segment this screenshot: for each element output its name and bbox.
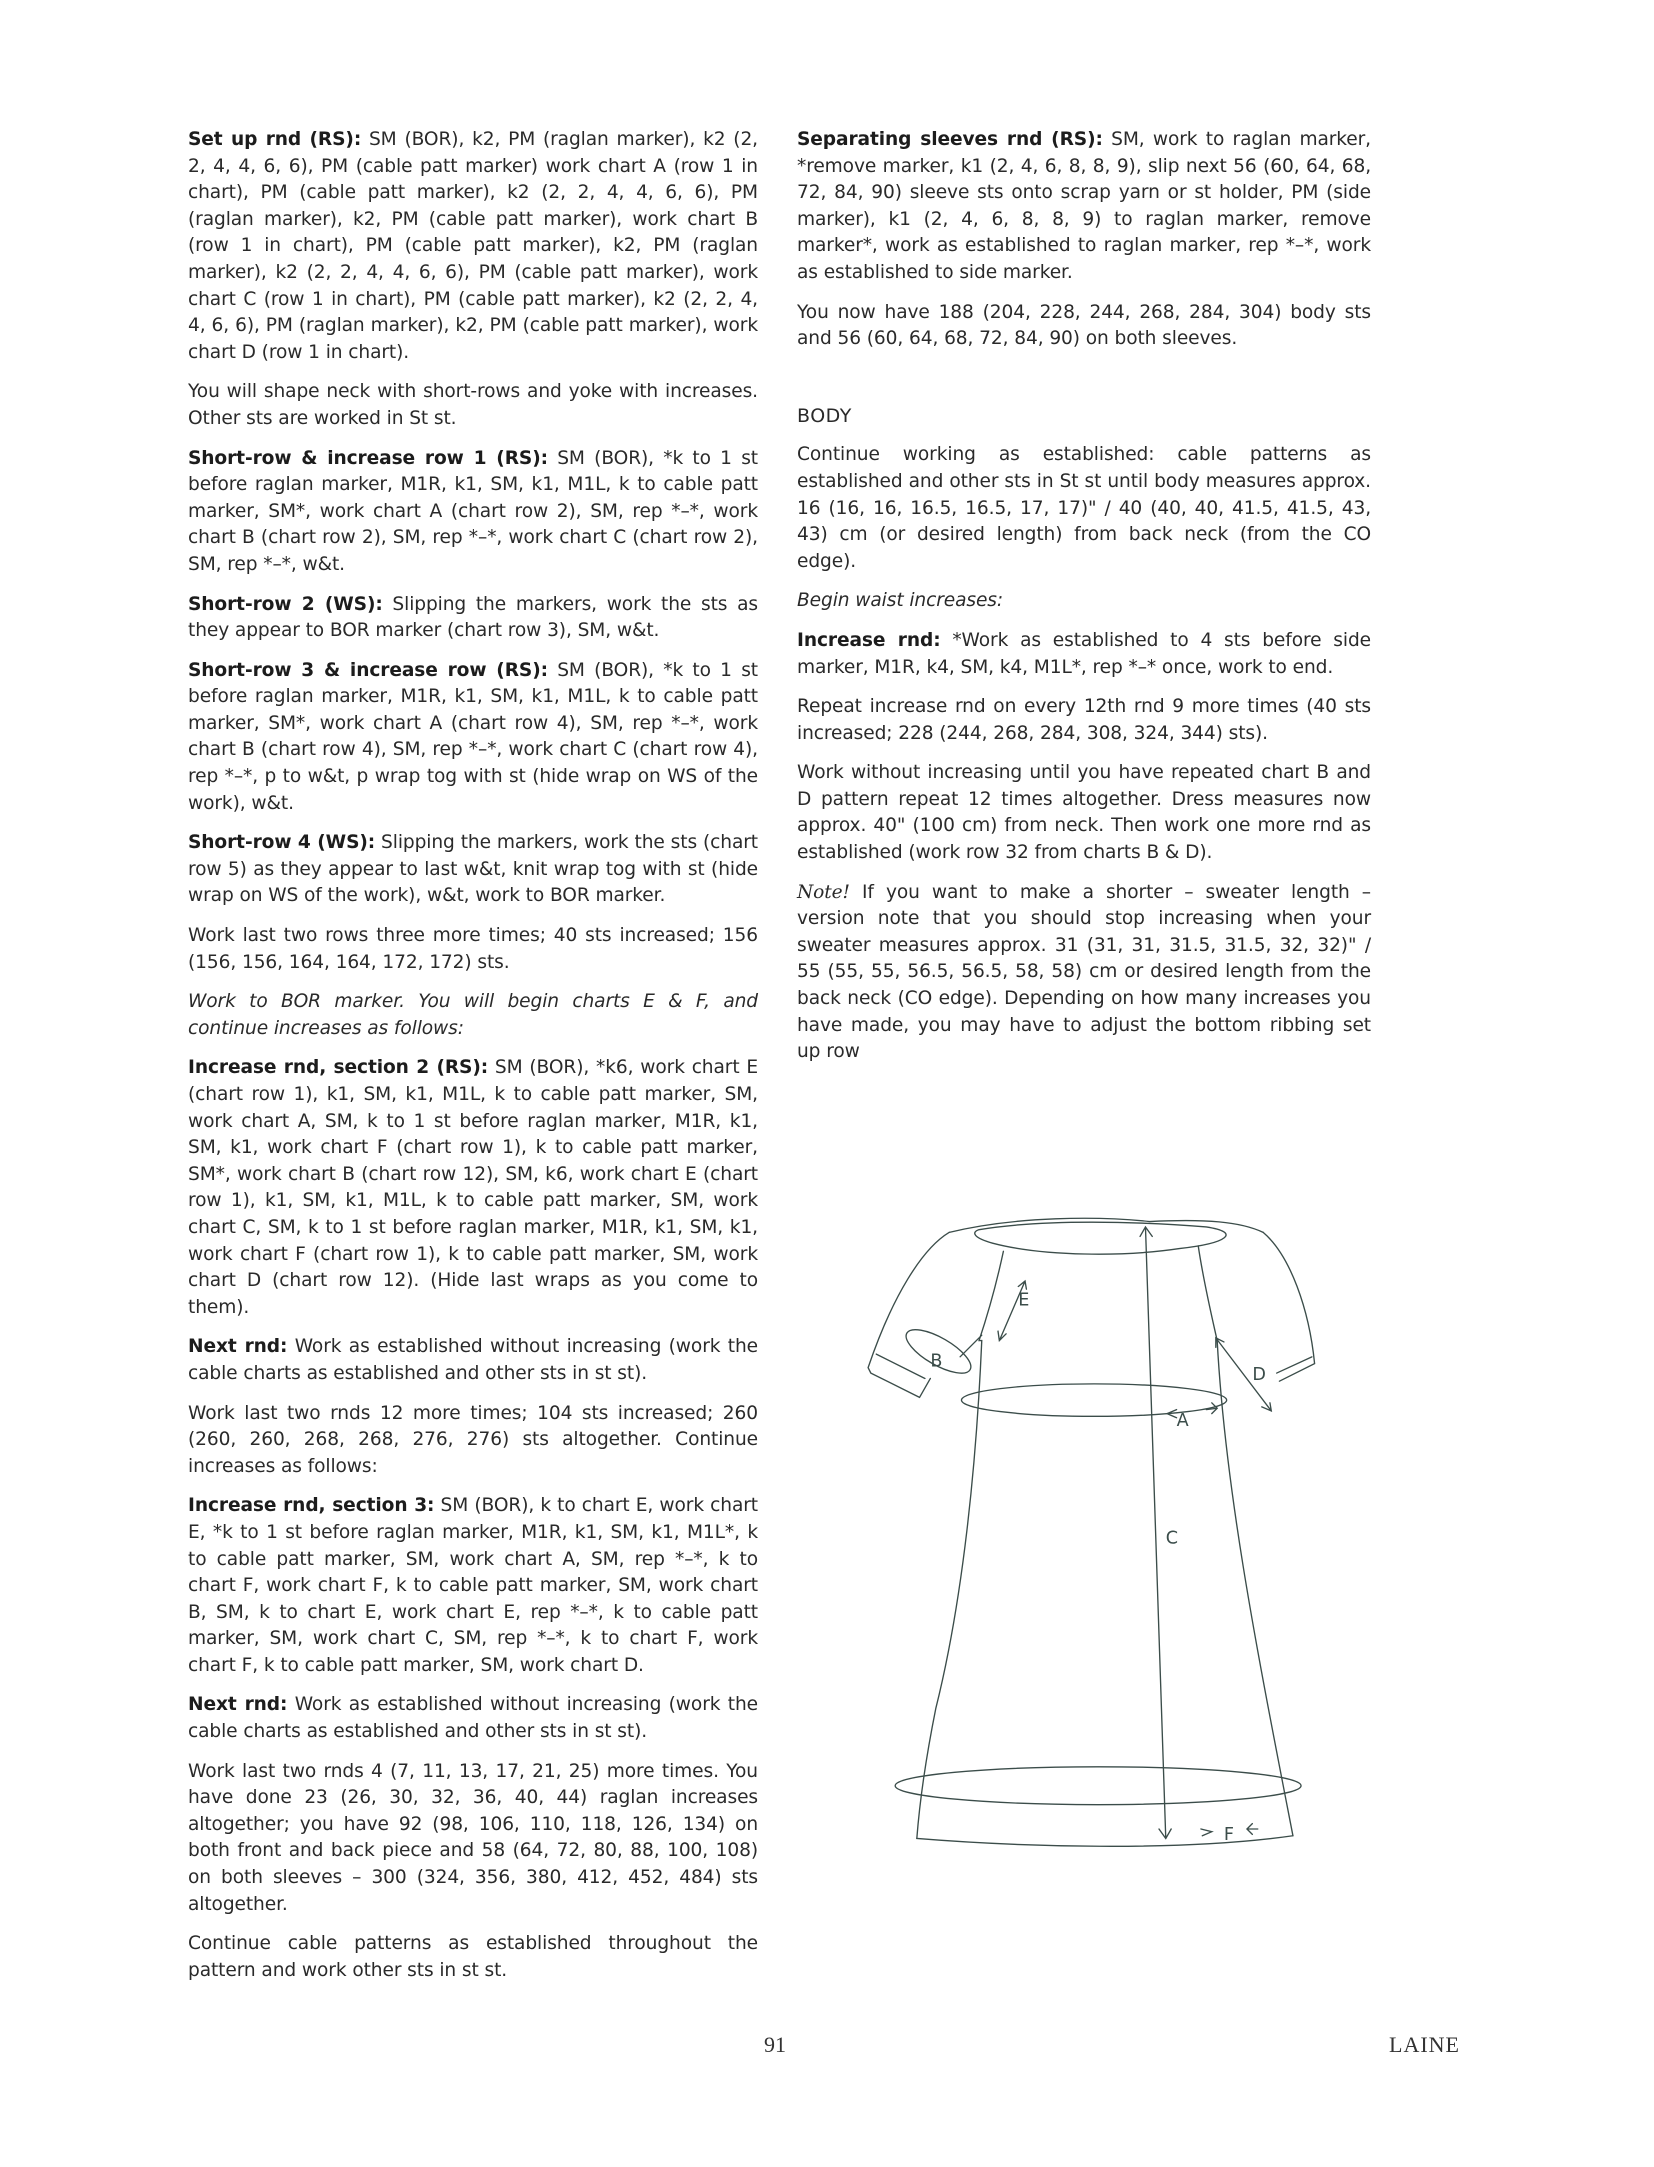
paragraph-text: Work last two rows three more times; 40 sts increased; 156 (156, 156, 164, 164, 172, 172) sts. [188,925,758,973]
paragraph [188,592,758,645]
paragraph [188,379,758,432]
label-f: F [1223,1824,1235,1845]
paragraph [188,1401,758,1481]
paragraph-text: Continue cable patterns as established throughout the pattern and work other sts in st st. [188,1933,758,1981]
right-column [797,127,1371,1079]
note-text: If you want to make a shorter – sweater length – version note that you should stop increasing when your sweater measures approx. 31 (31, 31, 31.5, 31.5, 32, 32)" / 55 (55, 55, 56.5, 56.5, 58, 58) cm or desired length from the back neck (CO edge). Depending on how many increases you have made, you may have to adjust the bottom ribbing set up row [797,881,1371,1063]
paragraph-lead: Short-row 2 (WS): [188,593,383,615]
label-b: B [930,1351,943,1372]
body-section [797,442,1371,866]
paragraph [188,658,758,818]
paragraph-text: Work as established without increasing (work the cable charts as established and other sts in st st). [188,1694,758,1743]
paragraph [188,1692,758,1745]
note-paragraph [797,880,1371,1066]
hem-ellipse-f [895,1767,1301,1805]
paragraph [797,694,1371,747]
paragraph [188,127,758,366]
label-e: E [1018,1290,1030,1311]
paragraph [797,127,1371,287]
paragraph-text: Work without increasing until you have repeated chart B and D pattern repeat 12 times altogether. Dress measures now approx. 40" (100 cm) from neck. Then work one more rnd as established (work row 32 from charts B & D). [797,762,1371,864]
paragraph-lead: Increase rnd: [797,629,941,651]
paragraph-lead: Next rnd: [188,1336,288,1358]
paragraph-text: SM (BOR), k to chart E, work chart E, *k to 1 st before raglan marker, M1R, k1, SM, k1, M1L*, k to cable patt marker, SM, work chart A, SM, rep *–*, k to chart F, work chart F, k to cable patt marker, SM, work chart B, SM, k to chart E, work chart E, rep *–*, k to cable patt marker, SM, work chart C, SM, rep *–*, k to chart F, work chart F, k to cable patt marker, SM, work chart D. [188,1495,758,1676]
paragraph [188,989,758,1042]
paragraph-text: Continue working as established: cable patterns as established and other sts in St st until body measures approx. 16 (16, 16, 16.5, 16.5, 17, 17)" / 40 (40, 40, 41.5, 41.5, 43, 43) cm (or desired length) from back neck (from the CO edge). [797,444,1371,572]
paragraph-text: SM (BOR), *k to 1 st before raglan marker, M1R, k1, SM, k1, M1L, k to cable patt marker, SM*, work chart A (chart row 4), SM, rep *–*, work chart B (chart row 4), SM, rep *–*, work chart C (chart row 4), rep *–*, p to w&t, p wrap tog with st (hide wrap on WS of the work), w&t. [188,659,758,814]
label-c: C [1165,1528,1179,1549]
paragraph [797,442,1371,575]
measurement-marks [895,1227,1301,1839]
paragraph [188,1759,758,1919]
paragraph [797,588,1371,615]
paragraph-lead: Short-row 3 & increase row (RS): [188,659,548,681]
paragraph [188,446,758,579]
paragraph-text: Work to BOR marker. You will begin charts E & F, and continue increases as follows: [188,991,758,1039]
paragraph-text: Work last two rnds 12 more times; 104 sts increased; 260 (260, 260, 268, 268, 276, 276) sts altogether. Continue increases as follows: [188,1402,758,1477]
paragraph [188,1931,758,1984]
paragraph-text: *Work as established to 4 sts before side marker, M1R, k4, SM, k4, M1L*, rep *–* once, work to end. [797,629,1371,678]
paragraph-text: Slipping the markers, work the sts (chart row 5) as they appear to last w&t, knit wrap tog with st (hide wrap on WS of the work), w&t, work to BOR marker. [188,832,758,907]
label-d: D [1252,1364,1266,1385]
paragraph [797,760,1371,866]
label-a: A [1176,1410,1189,1431]
paragraph [188,923,758,976]
sleeve-separation-section [797,127,1371,353]
section-heading-body: BODY [797,404,852,427]
page-number: 91 [764,2032,786,2057]
paragraph-lead: Increase rnd, section 2 (RS): [188,1057,489,1079]
publication-name: LAINE [1389,2032,1460,2057]
paragraph-text: Work as established without increasing (work the cable charts as established and other sts in st st). [188,1336,758,1384]
note-label: Note! [797,881,850,903]
paragraph [797,628,1371,681]
paragraph-lead: Next rnd: [188,1694,288,1716]
paragraph-text: SM (BOR), *k6, work chart E (chart row 1), k1, SM, k1, M1L, k to cable patt marker, SM, work chart A, SM, k to 1 st before raglan marker, M1R, k1, SM, k1, work chart F (chart row 1), k to cable patt marker, SM*, work chart B (chart row 12), SM, k6, work chart E (chart row 1), k1, SM, k1, M1L, k to cable patt marker, SM, work chart C, SM, k to 1 st before raglan marker, M1R, k1, SM, k1, work chart F (chart row 1), k to cable patt marker, SM, work chart D (chart row 12). (Hide last wraps as you come to them). [188,1057,759,1318]
paragraph-text: You now have 188 (204, 228, 244, 268, 284, 304) body sts and 56 (60, 64, 68, 72, 84, 90) on both sleeves. [797,301,1371,350]
paragraph-lead: Increase rnd, section 3: [188,1495,435,1517]
paragraph-text: SM (BOR), *k to 1 st before raglan marker, M1R, k1, SM, k1, M1L, k to cable patt marker, SM*, work chart A (chart row 2), SM, rep *–*, work chart B (chart row 2), SM, rep *–*, work chart C (chart row 2), SM, rep *–*, w&t. [188,447,758,575]
left-column [188,127,758,1997]
paragraph-text: Repeat increase rnd on every 12th rnd 9 more times (40 sts increased; 228 (244, 268, 284, 308, 324, 344) sts). [797,696,1371,744]
paragraph [188,1493,758,1679]
paragraph-lead: Separating sleeves rnd (RS): [797,129,1103,150]
paragraph [188,1334,758,1387]
paragraph-text: Begin waist increases: [797,590,1004,612]
paragraph-text: Work last two rnds 4 (7, 11, 13, 17, 21, 25) more times. You have done 23 (26, 30, 32, 36, 40, 44) raglan increases altogether; you have 92 (98, 106, 110, 118, 126, 134) on both front and back piece and 58 (64, 72, 80, 88, 100, 108) on both sleeves – 300 (324, 356, 380, 412, 452, 484) sts altogether. [188,1760,758,1915]
paragraph [797,300,1371,353]
paragraph-text: SM, work to raglan marker, *remove marker, k1 (2, 4, 6, 8, 8, 9), slip next 56 (60, 64, 68, 72, 84, 90) sleeve sts onto scrap yarn or st holder, PM (side marker), k1 (2, 4, 6, 8, 8, 9) to raglan marker, remove marker*, work as established to raglan marker, rep *–*, work as established to side marker. [797,129,1371,283]
paragraph-text: You will shape neck with short-rows and yoke with increases. Other sts are worked in St st. [188,381,758,429]
paragraph [188,830,758,910]
paragraph-lead: Short-row & increase row 1 (RS): [188,447,548,469]
paragraph-text: SM (BOR), k2, PM (raglan marker), k2 (2, 2, 4, 4, 6, 6), PM (cable patt marker) work chart A (row 1 in chart), PM (cable patt marker), k2 (2, 2, 4, 4, 6, 6), PM (raglan marker), k2, PM (cable patt marker), work chart B (row 1 in chart), PM (cable patt marker), k2, PM (raglan marker), k2 (2, 2, 4, 4, 6, 6), PM (cable patt marker), work chart C (row 1 in chart), PM (cable patt marker), k2 (2, 2, 4, 4, 6, 6), PM (raglan marker), k2, PM (cable patt marker), work chart D (row 1 in chart). [188,129,758,363]
paragraph-lead: Short-row 4 (WS): [188,832,376,854]
dress-schematic [860,1200,1320,1860]
dress-outline [868,1218,1314,1846]
paragraph [188,1055,758,1321]
paragraph-text: Slipping the markers, work the sts as they appear to BOR marker (chart row 3), SM, w&t. [188,593,758,642]
paragraph-lead: Set up rnd (RS): [188,129,362,150]
